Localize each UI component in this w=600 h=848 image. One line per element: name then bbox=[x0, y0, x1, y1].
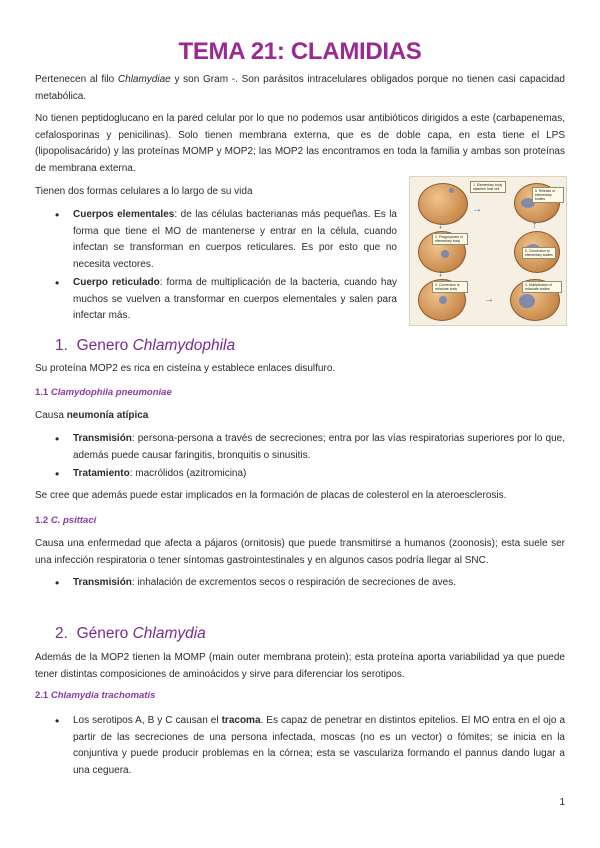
figure-label-3: 3. Conversion to reticulate body bbox=[432, 281, 468, 293]
section-1-paragraph-1: Su proteína MOP2 es rica en cisteína y establece enlaces disulfuro. bbox=[35, 363, 336, 374]
page-title: TEMA 21: CLAMIDIAS bbox=[178, 38, 422, 65]
list-item: • Tratamiento: macrólidos (azitromicina) bbox=[55, 467, 247, 481]
psittaci-list bbox=[35, 575, 565, 594]
section-1-paragraph-2: Se cree que además puede estar implicados en la formación de placas de colesterol en la ateroesclerosis. bbox=[35, 490, 507, 501]
trachomatis-list bbox=[35, 713, 565, 781]
section-1-paragraph-3: Causa una enfermedad que afecta a pájaros (ornitosis) que puede transmitirse a humanos (zoonosis); esta suele ser una infección respiratoria o tener síntomas gastrointestinales y en algunos casos podría llegar al SNC. bbox=[35, 538, 565, 566]
arrow-icon: → bbox=[484, 294, 494, 305]
figure-label-5: 5. Conversion to elementary bodies bbox=[522, 247, 556, 259]
intro-paragraph-2: No tienen peptidoglucano en la pared celular por lo que no podemos usar antibióticos dirigidos a este (carbapenemas, cefalosporinas y penicilinas). Solo tienen membrana externa, que es de doble capa, en esta tiene el LPS (lipopolisacárido) y las proteínas MOMP y MOP2; las MOP2 las encontramos en toda la familia y ambas son proteínas de membrana externa. bbox=[35, 113, 565, 174]
chlamydia-life-cycle-figure bbox=[409, 176, 567, 326]
host-cell-image bbox=[418, 183, 468, 225]
subsection-1-1-heading: 1.1 Clamydophila pneumoniae bbox=[35, 387, 172, 398]
section-2-heading: 2. Género Chlamydia bbox=[55, 625, 206, 642]
list-item: • Los serotipos A, B y C causan el tracoma. Es capaz de penetrar en distintos epitelios. El MO entra en el ojo a partir de las secreciones de una persona infectada, moscas (no es un vector) o fómites; se inicia en la conjuntiva y puede producir problemas en la córnea; esta se vasculariza formando el pannus dando lugar a una ceguera. bbox=[55, 714, 566, 776]
arrow-icon: ↑ bbox=[532, 220, 537, 231]
list-item: • Transmisión: inhalación de excrementos secos o respiración de secreciones de aves. bbox=[55, 576, 456, 590]
pneumoniae-list bbox=[35, 431, 565, 485]
section-2-paragraph-1: Además de la MOP2 tienen la MOMP (main outer membrana protein); esta proteína aporta variabilidad ya que puede tener distintas composiciones de aminoácidos y sirve para diferenciar los serotipos. bbox=[35, 652, 565, 680]
subsection-1-2-heading: 1.2 C. psittaci bbox=[35, 515, 97, 526]
figure-label-6: 6. Release of elementary bodies bbox=[532, 187, 564, 203]
figure-label-4: 4. Multiplication of reticulate bodies bbox=[522, 281, 562, 293]
page-number: 1 bbox=[559, 797, 565, 808]
list-item: • Cuerpo reticulado: forma de multiplicación de la bacteria, cuando hay muchos se vuelven a transformar en cuerpos elementales y salen para infectar más. bbox=[55, 276, 398, 321]
list-item: • Cuerpos elementales: de las células bacterianas más pequeñas. Es la forma que tiene el MO de mantenerse y entrar en la célula, cuando infectan se transforman en cuerpos reticulares. Es por esto que no necesita vectores. bbox=[55, 208, 397, 270]
figure-label-2: 2. Phagocytosis of elementary body bbox=[432, 233, 468, 245]
intro-paragraph-3: Tienen dos formas celulares a lo largo de su vida bbox=[35, 186, 253, 197]
figure-label-1: 1. Elementary body attaches host cell bbox=[470, 181, 506, 193]
arrow-icon: ↓ bbox=[438, 268, 443, 279]
cell-forms-list bbox=[35, 207, 397, 327]
section-1-causa: Causa neumonía atípica bbox=[35, 410, 149, 421]
intro-paragraph-1: Pertenecen al filo Chlamydiae y son Gram -. Son parásitos intracelulares obligados porque no tienen casi capacidad metabólica. bbox=[35, 74, 565, 102]
arrow-icon: → bbox=[472, 204, 482, 215]
list-item: • Transmisión: persona-persona a través de secreciones; entra por las vías respiratorias superiores por lo que, además puede causar faringitis, bronquitis o sinusitis. bbox=[55, 432, 565, 461]
subsection-2-1-heading: 2.1 Chlamydia trachomatis bbox=[35, 690, 156, 701]
arrow-icon: ↓ bbox=[438, 220, 443, 231]
section-1-heading: 1. Genero Chlamydophila bbox=[55, 337, 236, 354]
